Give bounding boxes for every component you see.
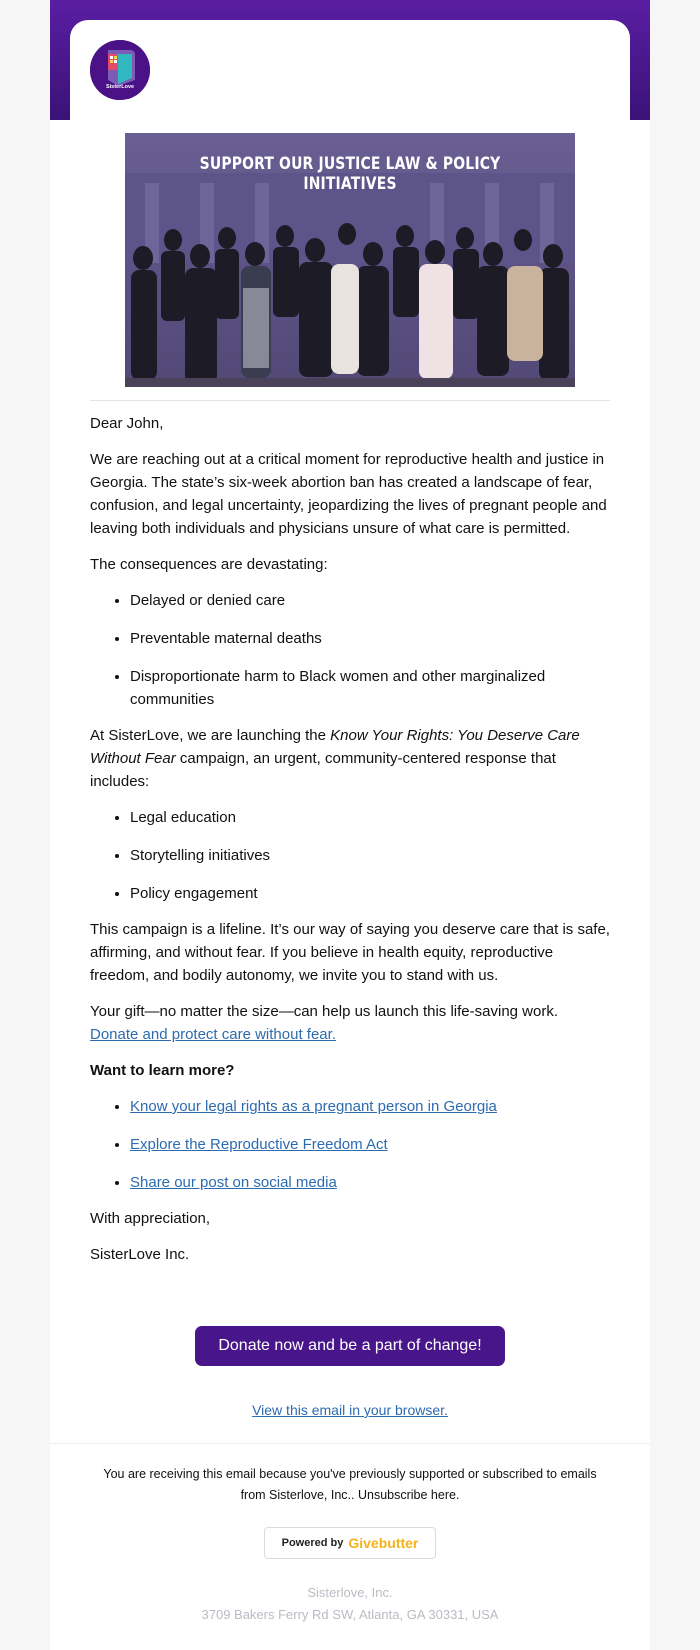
consequences-list <box>90 589 610 711</box>
sisterlove-logo[interactable] <box>90 40 150 100</box>
hero-image[interactable] <box>125 133 575 387</box>
consequences-lead: The consequences are devastating: <box>90 556 328 573</box>
list-item: • Disproportionate harm to Black women and other marginalized communities <box>130 665 610 711</box>
list-item: • Storytelling initiatives <box>130 844 610 867</box>
list-item <box>130 1095 610 1118</box>
list-item: • Policy engagement <box>130 882 610 905</box>
list-item <box>130 1171 610 1194</box>
logo-text: SisterLove <box>105 84 135 90</box>
hero-title: SUPPORT OUR JUSTICE LAW & POLICY INITIATIVES <box>199 154 501 194</box>
group-photo-icon <box>125 188 575 387</box>
powered-by-givebutter-badge[interactable] <box>264 1527 436 1559</box>
list-item <box>130 1133 610 1156</box>
org-address: 3709 Bakers Ferry Rd SW, Atlanta, GA 30331, USA <box>201 1607 499 1622</box>
intro-paragraph: We are reaching out at a critical moment for reproductive health and justice in Georgia. The state’s six-week abortion ban has created a landscape of fear, confusion, and legal uncertainty, jeopardizing the lives of pregnant people and leaving both individuals and physicians unsure of what care is permitted. <box>90 451 607 537</box>
campaign-post: campaign, an urgent, community-centered response that includes: <box>90 750 556 790</box>
list-item: • Legal education <box>130 806 610 829</box>
logo-mark-icon <box>90 40 150 100</box>
share-social-link[interactable]: Share our post on social media <box>130 1174 337 1191</box>
header-card <box>70 20 630 130</box>
learn-more-heading: Want to learn more? <box>90 1062 235 1079</box>
subscription-notice: You are receiving this email because you've previously supported or subscribed to emails from Sisterlove, Inc.. Unsubscribe here. <box>103 1467 597 1502</box>
org-name: Sisterlove, Inc. <box>307 1585 393 1600</box>
signature: SisterLove Inc. <box>90 1246 190 1263</box>
view-in-browser-link[interactable]: View this email in your browser. <box>252 1402 448 1418</box>
campaign-pre: At SisterLove, we are launching the <box>90 727 331 744</box>
list-item: • Delayed or denied care <box>130 589 610 612</box>
section-divider <box>90 400 610 401</box>
lifeline-paragraph: This campaign is a lifeline. It’s our way of saying you deserve care that is safe, affirming, and without fear. If you believe in health equity, reproductive freedom, and bodily autonomy, we invite you to stand with us. <box>90 921 610 984</box>
campaign-paragraph <box>90 724 610 793</box>
campaign-name: Know Your Rights: You Deserve Care Without Fear <box>90 727 580 767</box>
email-container <box>50 0 650 1650</box>
campaign-includes-list <box>90 806 610 905</box>
donate-now-button[interactable]: Donate now and be a part of change! <box>195 1326 504 1366</box>
gift-text: Your gift—no matter the size—can help us launch this life-saving work. <box>90 1003 559 1020</box>
reproductive-freedom-act-link[interactable]: Explore the Reproductive Freedom Act <box>130 1136 388 1153</box>
footer-divider <box>50 1443 650 1444</box>
list-item: • Preventable maternal deaths <box>130 627 610 650</box>
powered-by-label: Powered by <box>281 1537 344 1549</box>
cta-wrapper <box>50 1326 650 1366</box>
legal-rights-link[interactable]: Know your legal rights as a pregnant person in Georgia <box>130 1098 497 1115</box>
gift-paragraph <box>90 1000 610 1046</box>
givebutter-logo: Givebutter <box>348 1535 419 1551</box>
learn-more-links <box>90 1095 610 1194</box>
closing: With appreciation, <box>90 1210 211 1227</box>
greeting: Dear John, <box>90 415 164 432</box>
email-body <box>90 412 610 1279</box>
donate-link[interactable]: Donate and protect care without fear. <box>90 1026 336 1043</box>
